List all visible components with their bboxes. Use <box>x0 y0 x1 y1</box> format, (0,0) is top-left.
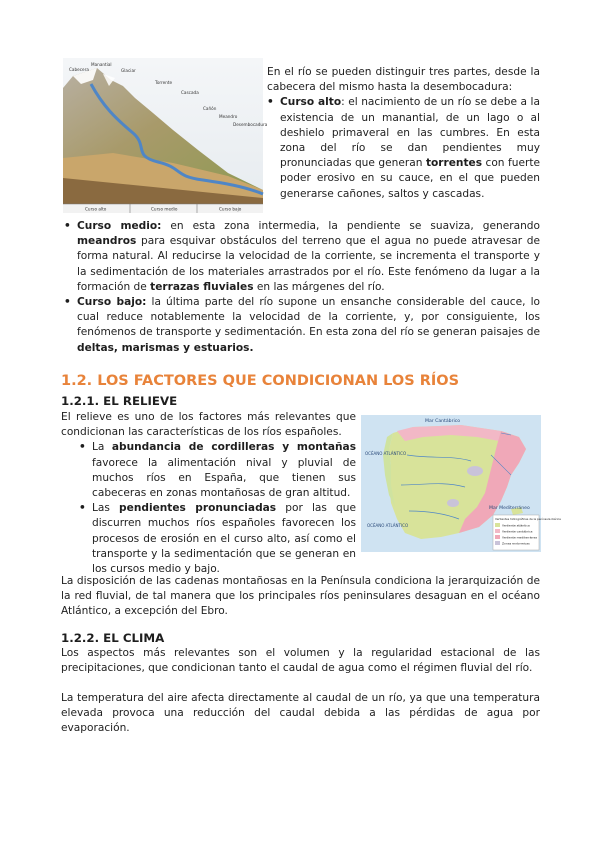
course-list-top <box>267 95 540 201</box>
fig-label-glaciar: Glaciar <box>121 68 136 73</box>
fig-footer-alto: Curso alto <box>85 206 107 212</box>
curso-alto-text-end: con fuerte poder erosivo en su cauce, en el que pueden generarse cañones, saltos y cascadas. <box>280 157 541 200</box>
deltas-term: deltas, marismas y estuarios. <box>77 341 254 354</box>
subheading-relieve: 1.2.1. EL RELIEVE <box>61 394 178 408</box>
list-item-pendientes <box>79 501 356 577</box>
list-item-curso-medio <box>64 219 540 295</box>
river-parts-intro <box>267 65 540 202</box>
spain-watershed-map <box>361 415 561 552</box>
relieve-list <box>79 440 356 577</box>
map-label-mediterraneo: Mar Mediterráneo <box>489 506 530 511</box>
fig-label-cascada: Cascada <box>181 90 199 95</box>
subheading-clima: 1.2.2. EL CLIMA <box>61 631 165 645</box>
curso-medio-label: Curso medio: <box>77 220 162 232</box>
list-item-cordilleras <box>79 440 356 501</box>
curso-medio-text-mid: para esquivar obstáculos del terreno que el agua no puede atravesar de forma natural. Al reducirse la velocidad de la corriente, se incrementa el transporte y la sedimentación de los materiales arrastrados por el río. Este fenómeno da lugar a la formación de <box>77 235 540 293</box>
map-illustration <box>361 415 561 552</box>
b2-prefix: Las <box>92 502 120 515</box>
fig-footer-bajo: Curso bajo <box>219 206 242 212</box>
fig-label-canon: Cañón <box>203 106 217 111</box>
clima-p2: La temperatura del aire afecta directamente al caudal de un río, ya que una temperatura elevada provoca una reducción del caudal debida a las pérdidas de agua por evaporación. <box>61 692 540 735</box>
pendientes-term: pendientes pronunciadas <box>119 502 277 515</box>
curso-bajo-text: la última parte del río supone un ensanche considerable del cauce, lo cual reduce notablemente la velocidad de la corriente, y, por consiguiente, los fenómenos de transporte y sedimentación. En esta zona del río se generan paisajes de <box>77 296 540 339</box>
legend-cantabrica: Vertiente cantábrica <box>502 529 533 534</box>
torrentes-term: torrentes <box>425 157 483 170</box>
legend-endorreicas: Zonas endorreicas <box>502 541 530 546</box>
fig-label-torrente: Torrente <box>155 80 173 85</box>
fig-label-manantial: Manantial <box>91 62 112 67</box>
meandros-term: meandros <box>77 235 137 248</box>
curso-medio-text-end: en las márgenes del río. <box>253 280 385 293</box>
river-landscape-figure <box>63 58 268 213</box>
b1-prefix: La <box>92 441 112 454</box>
intro-paragraph: En el río se pueden distinguir tres partes, desde la cabecera del mismo hasta la desembocadura: <box>267 66 540 94</box>
curso-alto-label: Curso alto <box>280 96 342 109</box>
list-item-curso-alto <box>267 95 540 201</box>
fig-label-cabecera: Cabecera <box>69 67 89 72</box>
curso-bajo-label: Curso bajo: <box>77 296 147 309</box>
relieve-block <box>61 410 356 577</box>
map-label-atlantico-sw: OCÉANO ATLÁNTICO <box>367 523 409 528</box>
curso-medio-text: en esta zona intermedia, la pendiente se suaviza, generando <box>161 220 541 232</box>
curso-alto-text: : el nacimiento de un río se debe a la existencia de un manantial, de un lago o al deshielo primaveral en las cumbres. En esta zona del río se dan pendientes muy pronunciadas que generan <box>280 96 540 170</box>
list-item-curso-bajo <box>64 295 540 356</box>
relieve-closing: La disposición de las cadenas montañosas en la Península condiciona la jerarquización de la red fluvial, de tal manera que los principales ríos peninsulares desaguan en el océano Atlántico, a excepción del Ebro. <box>61 575 540 618</box>
fig-label-meandro: Meandro <box>219 114 238 119</box>
b2-text: por las que discurren muchos ríos españoles favorecen los procesos de erosión en el curso alto, así como el transporte y la sedimentación que se generan en los cursos medio y bajo. <box>92 502 356 576</box>
terrazas-term: terrazas fluviales <box>150 280 254 293</box>
section-heading-factores: 1.2. LOS FACTORES QUE CONDICIONAN LOS RÍOS <box>61 373 460 389</box>
legend-mediterranea: Vertiente mediterránea <box>502 535 537 540</box>
relieve-intro: El relieve es uno de los factores más relevantes que condicionan las características de los ríos españoles. <box>61 411 356 439</box>
clima-p1: Los aspectos más relevantes son el volumen y la regularidad estacional de las precipitaciones, que condicionan tanto el caudal de agua como el régimen fluvial del río. <box>61 647 540 675</box>
fig-label-desembocadura: Desembocadura <box>233 122 268 127</box>
course-list-bottom <box>64 219 540 356</box>
map-label-atlantico: OCÉANO ATLÁNTICO <box>365 451 407 456</box>
map-label-cantabrico: Mar Cantábrico <box>425 419 461 424</box>
map-legend-title: Vertientes hidrográficas de la península ibérica <box>495 517 561 521</box>
cordilleras-term: abundancia de cordilleras y montañas <box>111 441 356 454</box>
river-landscape-illustration <box>63 58 268 213</box>
fig-footer-medio: Curso medio <box>151 206 178 212</box>
course-list-full <box>64 219 540 356</box>
legend-atlantica: Vertiente atlántica <box>502 523 530 528</box>
b1-text: favorece la alimentación nival y pluvial de muchos ríos en España, que tienen sus cabeceras en zonas montañosas de gran altitud. <box>92 456 356 500</box>
